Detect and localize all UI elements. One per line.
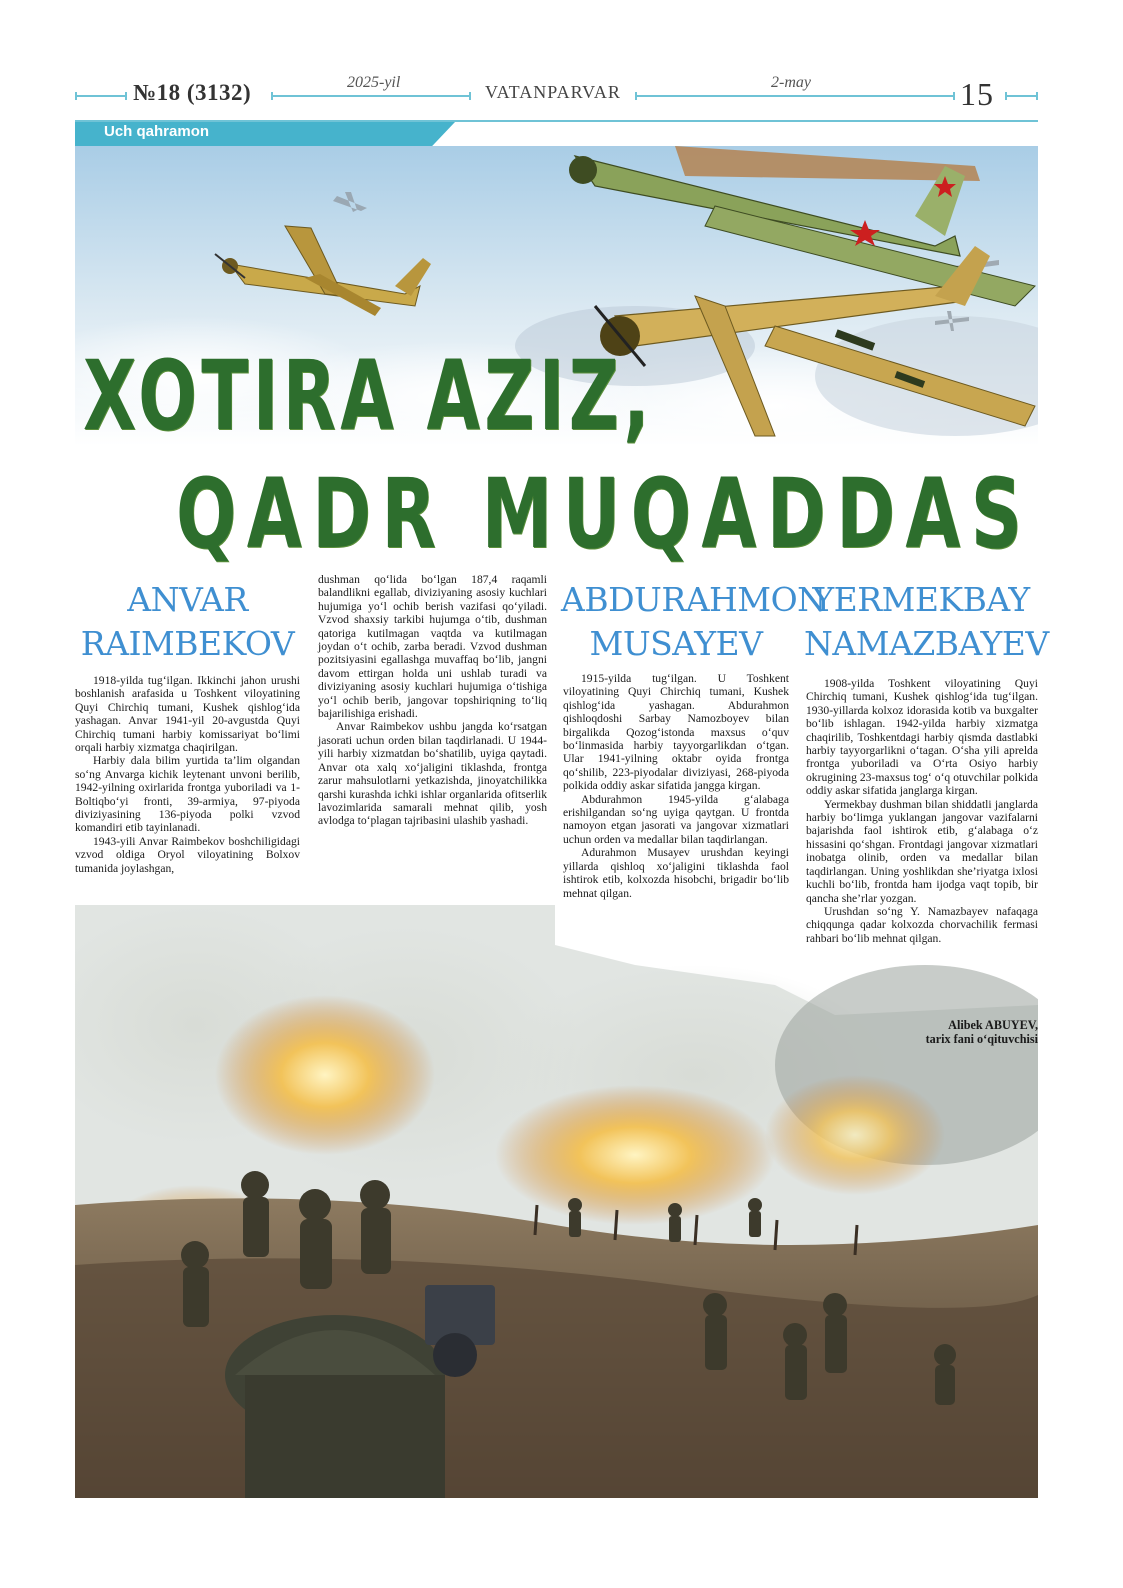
headline-line1: XOTIRA AZIZ, bbox=[83, 340, 654, 452]
article-namazbayev bbox=[806, 677, 1038, 945]
article-raimbekov-part1 bbox=[75, 674, 300, 875]
paragraph: 1918-yilda tug‘ilgan. Ikkinchi jahon urushi boshlanish arafasida u Toshkent viloyatining Quyi Chirchiq tumani, Kushek qishlog‘ida yashagan. Anvar 1941-yil 20-avgustda Quyi Chirchiq tumani harbiy komissariyat bo‘limi orqali harbiy xizmatga chaqirilgan. bbox=[75, 674, 300, 755]
author-signature bbox=[926, 1018, 1038, 1046]
newspaper-name: VATANPARVAR bbox=[485, 82, 621, 102]
issue-number: №18 (3132) bbox=[133, 80, 252, 105]
paragraph: 1943-yili Anvar Raimbekov boshchiligidagi vzvod oldiga Oryol viloyatining Bolxov tumanida joylashgan, bbox=[75, 834, 300, 875]
masthead-rule bbox=[75, 95, 127, 97]
issue-date: 2-may bbox=[771, 74, 811, 91]
paragraph: Anvar Raimbekov ushbu jangda ko‘rsatgan jasorati uchun orden bilan taqdirlanadi. U 1944-yili harbiy xizmatdan bo‘shatilib, uyiga qaytadi. Anvar ota xalq xo‘jaligini tiklashda, frontga zarur mahsulotlarni yetkazishda, jinoyatchilikka qarshi kurashda ichki ishlar organlarida ofitserlik lavozimlarida samarali mehnat qilib, yosh avlodga to‘plagan tajribasini ulashib yashadi. bbox=[318, 720, 547, 828]
masthead bbox=[75, 74, 1038, 110]
paragraph: Urushdan so‘ng Y. Namazbayev nafaqaga chiqqunga qadar kolxozda chorvachilik fermasi rahbari bo‘lib mehnat qilgan. bbox=[806, 904, 1038, 945]
masthead-rule bbox=[271, 95, 471, 97]
paragraph: Yermekbay dushman bilan shiddatli janglarda harbiy bo‘limga yuklangan jangovar vazifalarni bajarishda faol ishtirok etib, g‘alabaga o‘z hissasini qo‘shgan. Frontdagi jangovar xizmatlari inobatga olinib, orden va medallar bilan taqdirlangan. Uning yoshlikdan she’riyatga ixlosi kuchli bo‘lib, frontda ham ijodga vaqt topib, bir qancha she’rlar yozgan. bbox=[806, 797, 1038, 905]
author-title: tarix fani o‘qituvchisi bbox=[925, 1032, 1038, 1046]
paragraph: dushman qo‘lida bo‘lgan 187,4 raqamli balandlikni egallab, diviziyaning asosiy kuchlari hujumiga yo‘l ochib berish vazifasi qo‘yiladi. Vzvod shaxsiy tarkibi hujumga o‘tib, dushman qatoriga kutilmagan vaqtda va kutilmagan joydan o‘t ochib, zarba beradi. Vzvod dushman pozitsiyasini egallashga muvaffaq bo‘lib, jangni davom ettirgan holda uni ushlab turadi va diviziyaning asosiy kuchlari hujumiga o‘tishiga yo‘l ochib berib, jangovar topshiriqning to‘liq bajarilishiga erishadi. bbox=[318, 573, 547, 721]
hero-name-musayev bbox=[561, 578, 826, 666]
paragraph: Abdurahmon 1945-yilda g‘alabaga erishilgandan so‘ng uyiga qaytgan. U frontda namoyon etgan jasorati va jangovar xizmatlari uchun orden va medallar bilan taqdirlangan. bbox=[563, 792, 789, 846]
hero-name-namazbayev bbox=[804, 578, 1049, 666]
headline-line2: QADR MUQADDAS bbox=[176, 458, 1033, 570]
paragraph: Harbiy dala bilim yurtida ta’lim olgandan so‘ng Anvarga kichik leytenant unvoni berilib, 1942-yilning oxirlarida frontga yuboriladi va 1-Boltiqbo‘yi fronti, 39-armiya, 97-piyoda diviziyasining 136-piyoda polki vzvod komandiri etib tayinlanadi. bbox=[75, 754, 300, 835]
name-line: NAMAZBAYEV bbox=[804, 624, 1049, 663]
paragraph: 1908-yilda Toshkent viloyatining Quyi Chirchiq tumani, Kushek qishlog‘ida tug‘ilgan. 1930-yillarda kolxoz idorasida kotib va buxgalter bo‘lib ishlagan. 1942-yilda harbiy xizmatga chaqirilib, Toshkentdagi harbiy qismda dastlabki harbiy tayyorgarlikni o‘tagan. O‘sha yili aprelda frontga yuboriladi va O‘rta Osiyo harbiy okrugining 23-maxsus tog‘ o‘q otuvchilar polkida oddiy askar sifatida janglarga kirgan. bbox=[806, 677, 1038, 798]
name-line: ANVAR bbox=[127, 580, 248, 619]
battle-illustration bbox=[75, 905, 1038, 1498]
article-musayev bbox=[563, 672, 789, 900]
paragraph: Adurahmon Musayev urushdan keyingi yillarda qishloq xo‘jaligini tiklashda faol ishtirok etib, kolxozda hisobchi, brigadir bo‘lib mehnat qilgan. bbox=[563, 846, 789, 900]
masthead-rule bbox=[635, 95, 955, 97]
section-label: Uch qahramon bbox=[104, 123, 210, 140]
foreground-soldier bbox=[225, 1315, 445, 1498]
hero-name-raimbekov bbox=[75, 578, 300, 666]
battle-scene-illustration bbox=[75, 905, 1038, 1498]
name-line: YERMEKBAY bbox=[812, 580, 1030, 619]
page-number: 15 bbox=[960, 76, 994, 112]
issue-year: 2025-yil bbox=[347, 74, 401, 91]
masthead-rule bbox=[1005, 95, 1038, 97]
section-rule bbox=[75, 120, 1038, 122]
name-line: RAIMBEKOV bbox=[80, 624, 295, 663]
article-raimbekov-part2 bbox=[318, 573, 547, 828]
author-name: Alibek ABUYEV, bbox=[948, 1018, 1038, 1032]
paragraph: 1915-yilda tug‘ilgan. U Toshkent viloyatining Quyi Chirchiq tumani, Kushek qishlog‘ida yashagan. Abdurahmon qishloqdoshi Sarbay Namozboyev bilan birgalikda Qozog‘istonda maxsus o‘quv bo‘linmasida harbiy tayyorgarlikdan o‘tgan. Ular 1941-yilning oktabr oyida frontga qo‘shilib, 223-piyodalar diviziyasi, 268-piyoda polkida oddiy askar sifatida jangga kirgan. bbox=[563, 672, 789, 793]
name-line: MUSAYEV bbox=[589, 624, 763, 663]
name-line: ABDURAHMON bbox=[561, 580, 826, 619]
